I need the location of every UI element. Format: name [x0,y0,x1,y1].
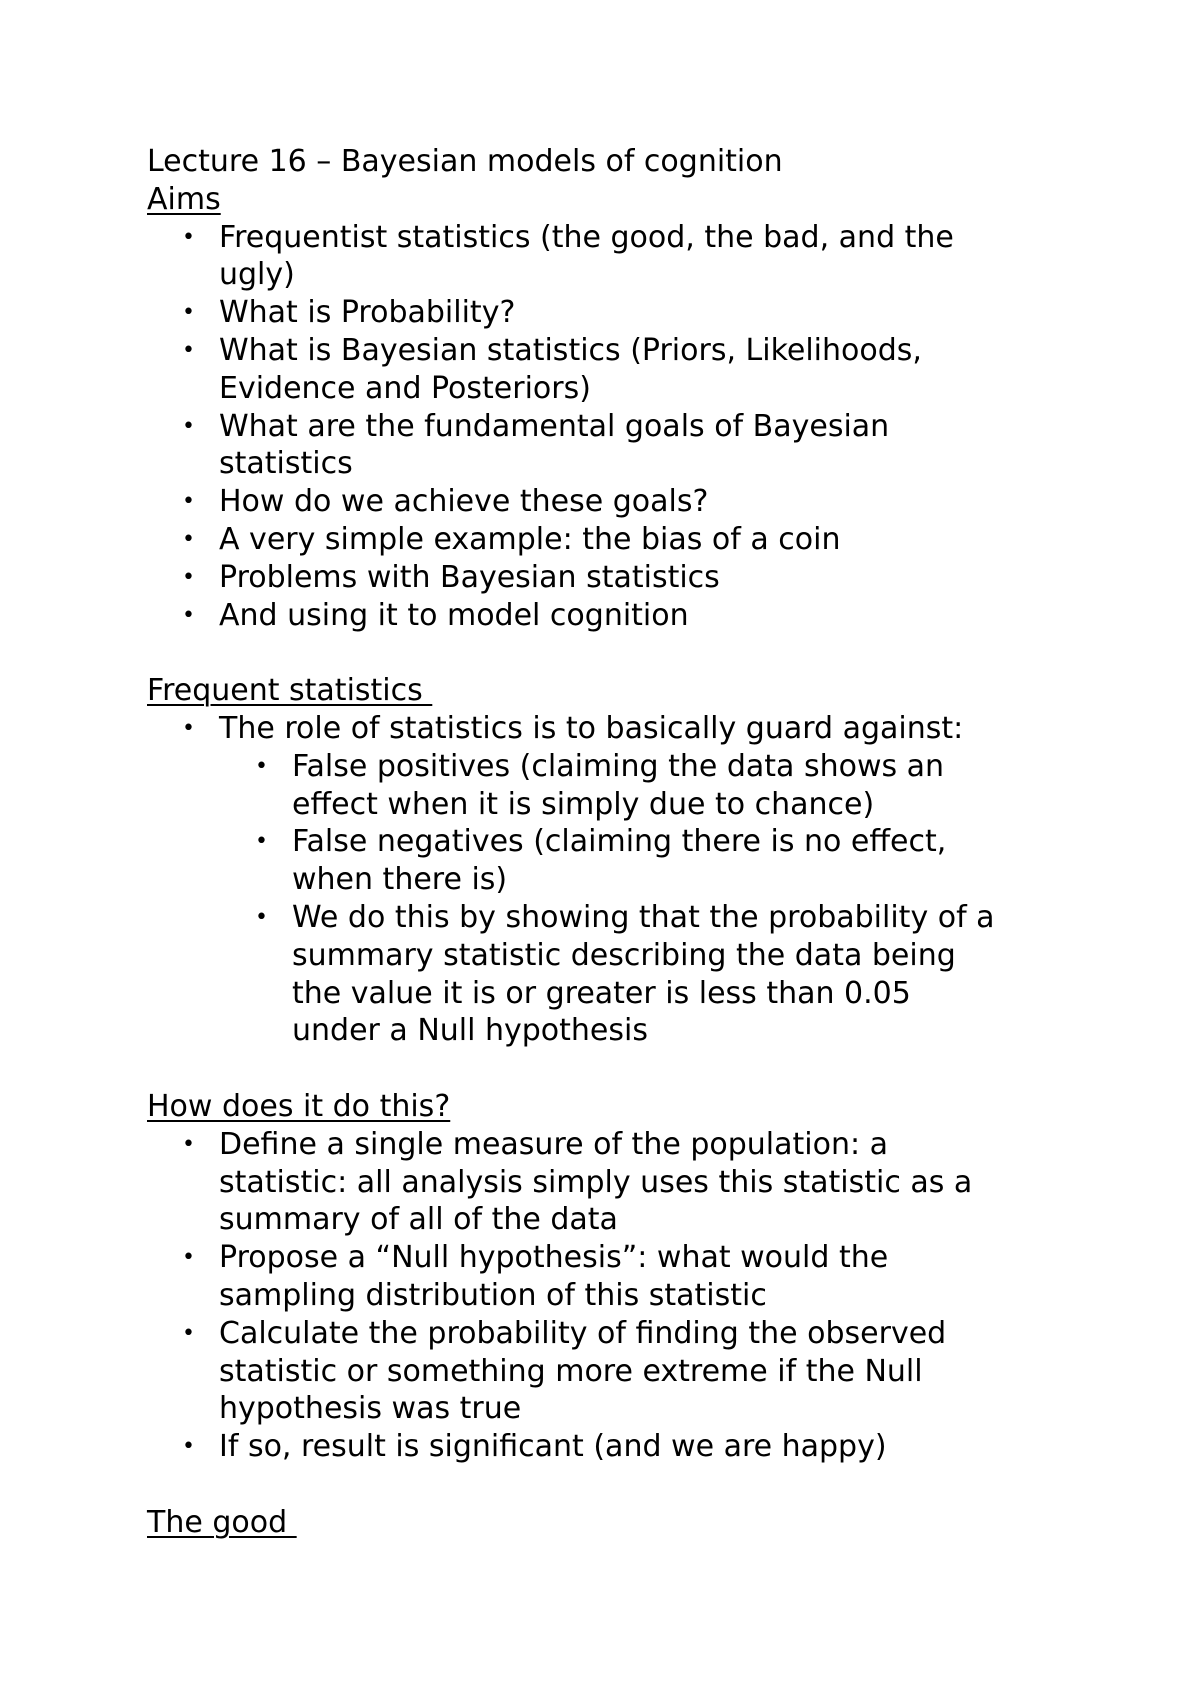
list-item: • What are the fundamental goals of Bayesian statistics [182,408,890,482]
frequent-statistics-heading: Frequent statistics [147,673,433,709]
bullet-icon: • [182,489,195,515]
sub-list-item: • We do this by showing that the probability of a summary statistic describing the data being the value it is or greater is less than 0.05 under a Null hypothesis [255,899,995,1049]
bullet-icon: • [182,224,195,250]
bullet-icon: • [182,413,195,439]
frequent-statistics-list [147,710,1067,1050]
bullet-icon: • [182,602,195,628]
paragraph-gap [147,634,1067,672]
aims-list [147,219,1067,635]
list-item: • Propose a “Null hypothesis”: what would the sampling distribution of this statistic [182,1240,889,1313]
bullet-icon: • [182,715,195,741]
paragraph-gap [147,1050,1067,1088]
bullet-icon: • [182,564,195,590]
sub-list-item: • False negatives (claiming there is no effect, when there is) [255,824,947,898]
list-item: • What is Probability? [182,295,516,331]
bullet-icon: • [182,526,195,552]
bullet-icon: • [255,904,268,930]
list-item: • And using it to model cognition [182,597,689,633]
list-item: • Frequentist statistics (the good, the bad, and the ugly) [182,219,954,293]
bullet-icon: • [255,829,268,855]
document-page [147,143,1067,1541]
bullet-icon: • [182,1245,195,1271]
list-item: • The role of statistics is to basically guard against: [182,710,964,746]
list-item: • What is Bayesian statistics (Priors, Likelihoods, Evidence and Posteriors) [182,332,922,406]
list-item: • Calculate the probability of finding the observed statistic or something more extreme if the Null hypothesis was true [182,1315,947,1427]
bullet-icon: • [182,1434,195,1460]
aims-heading: Aims [147,181,221,217]
list-item: • A very simple example: the bias of a coin [182,521,841,557]
sub-list-item: • False positives (claiming the data shows an effect when it is simply due to chance) [255,748,945,822]
how-does-it-do-this-heading: How does it do this? [147,1088,451,1124]
bullet-icon: • [182,337,195,363]
bullet-icon: • [182,1131,195,1157]
list-item: • Define a single measure of the population: a statistic: all analysis simply uses this statistic as a summary of all of the data [182,1126,973,1238]
the-good-heading: The good [147,1504,297,1540]
list-item: • If so, result is significant (and we are happy) [182,1429,887,1465]
bullet-icon: • [182,1320,195,1346]
bullet-icon: • [182,300,195,326]
bullet-icon: • [255,753,268,779]
document-title: Lecture 16 – Bayesian models of cognition [147,144,783,179]
list-item: • Problems with Bayesian statistics [182,559,720,595]
how-list [147,1126,1067,1466]
list-item: • How do we achieve these goals? [182,484,709,520]
paragraph-gap [147,1466,1067,1504]
